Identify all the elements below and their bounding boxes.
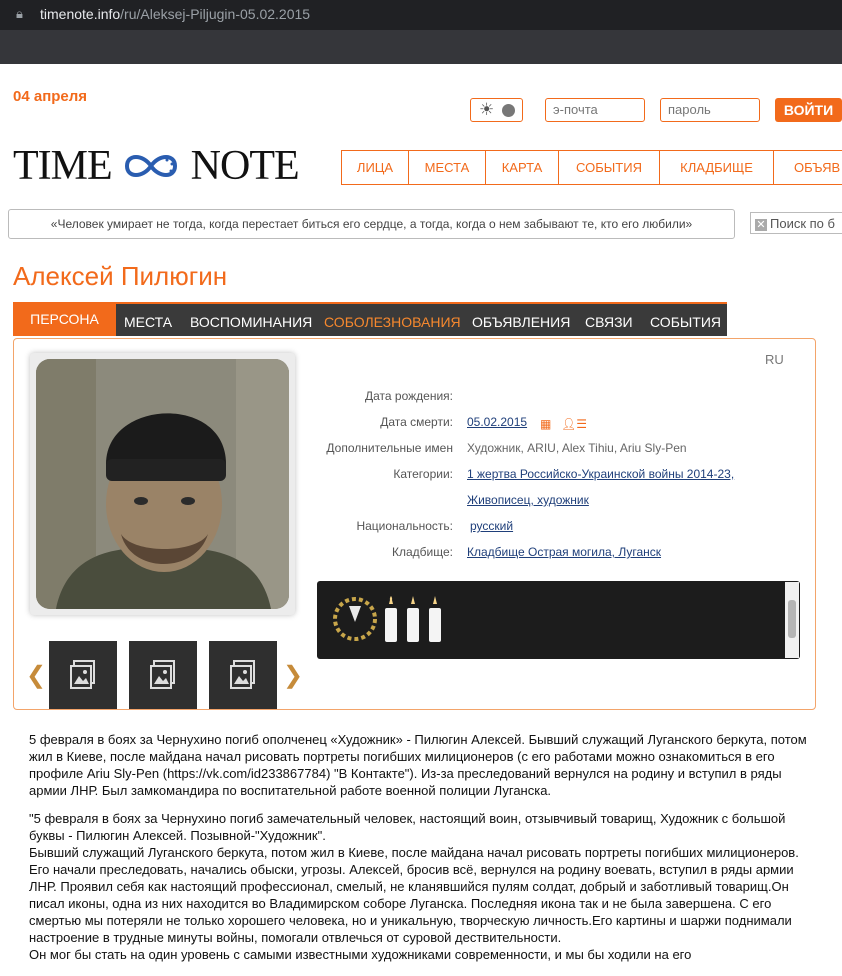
nav-item-places[interactable]: МЕСТА [409, 151, 486, 184]
portrait-drawing [36, 359, 289, 609]
url-text[interactable] [40, 6, 310, 22]
search-placeholder: Поиск по б [770, 216, 835, 231]
tab-condolences[interactable]: СОБОЛЕЗНОВАНИЯ [324, 314, 461, 330]
close-icon[interactable]: ✕ [756, 219, 766, 231]
browser-address-bar[interactable] [0, 0, 842, 30]
nationality-link[interactable]: русский [470, 519, 514, 533]
virtual-candles[interactable] [317, 581, 800, 659]
scrollbar-thumb[interactable] [788, 600, 796, 638]
gallery-thumbnail[interactable] [129, 641, 197, 709]
browser-toolbar-strip [0, 30, 842, 64]
site-logo[interactable] [13, 145, 323, 187]
profile-tabs [13, 302, 727, 336]
cemetery-link[interactable]: Кладбище Острая могила, Луганск [467, 545, 662, 559]
tab-memories[interactable]: ВОСПОМИНАНИЯ [190, 314, 313, 330]
url-host: timenote.info [40, 6, 121, 22]
scrollbar[interactable] [785, 582, 799, 658]
password-field[interactable]: пароль [660, 98, 760, 122]
birth-date-label: Дата рождения: [365, 389, 453, 403]
image-placeholder-icon [70, 660, 96, 690]
image-placeholder-icon [230, 660, 256, 690]
tab-places[interactable]: МЕСТА [124, 314, 173, 330]
tab-events[interactable]: СОБЫТИЯ [650, 314, 721, 330]
tab-announcements[interactable]: ОБЪЯВЛЕНИЯ [472, 314, 571, 330]
moon-icon [502, 104, 515, 117]
bio-paragraph: Он мог бы стать на один уровень с самыми известными художниками современности, и мы бы ходили на его [29, 947, 692, 962]
alt-names-value: Художник, ARIU, Alex Tihiu, Ariu Sly-Pen [467, 441, 687, 455]
gallery-thumbnail[interactable] [49, 641, 117, 709]
calendar-icon[interactable]: ▦ [540, 417, 552, 431]
people-list-icon[interactable]: 👤︎☰ [561, 417, 587, 431]
chevron-right-icon[interactable]: ❯ [283, 662, 304, 689]
nav-item-faces[interactable]: ЛИЦА [342, 151, 409, 184]
current-date: 04 апреля [13, 88, 88, 105]
biography-text [29, 731, 819, 963]
sun-icon: ☀ [479, 100, 495, 119]
language-code[interactable]: RU [765, 352, 784, 367]
categories-label: Категории: [393, 467, 453, 481]
nav-item-cemetery[interactable]: КЛАДБИЩЕ [660, 151, 774, 184]
nationality-label: Национальность: [356, 519, 453, 533]
login-button[interactable]: ВОЙТИ [775, 98, 842, 122]
death-date-label: Дата смерти: [380, 415, 453, 429]
theme-toggle[interactable] [470, 98, 523, 122]
tab-links[interactable]: СВЯЗИ [585, 314, 633, 330]
gallery-thumbnail[interactable] [209, 641, 277, 709]
search-input[interactable] [750, 212, 842, 234]
bio-paragraph: "5 февраля в боях за Чернухино погиб замечательный человек, настоящий воин, отзывчивый товарищ, Художник с большой буквы - Пилюгин Алексей. Позывной-"Художник". [29, 811, 786, 843]
lock-icon: 🔒︎ [16, 6, 23, 21]
page-title: Алексей Пилюгин [13, 261, 228, 291]
nav-item-events[interactable]: СОБЫТИЯ [559, 151, 660, 184]
url-path: /ru/Aleksej-Piljugin-05.02.2015 [120, 6, 311, 22]
image-placeholder-icon [150, 660, 176, 690]
infinity-icon [121, 150, 181, 182]
chevron-left-icon[interactable]: ❮ [26, 662, 47, 689]
portrait-image [36, 359, 289, 609]
bio-paragraph: 5 февраля в боях за Чернухино погиб ополченец «Художник» - Пилюгин Алексей. Бывший служащий Луганского беркута, потом жил в Киеве, после майдана начал рисовать портреты погибших милиционеров (с его работами можно ознакомиться в его профиле Ariu Sly-Pen (https://vk.com/id233867784) "В Контакте"). Из-за преследований вернулся на родину и вступил в ряды армии ЛНР. Был замкомандира по воспитательной работе военной полиции Луганска. [29, 732, 807, 798]
logo-text-right: NOTE [190, 143, 299, 189]
death-date-link[interactable]: 05.02.2015 [467, 415, 528, 429]
cemetery-label: Кладбище: [392, 545, 453, 559]
email-field[interactable]: э-почта [545, 98, 645, 122]
tab-person[interactable]: ПЕРСОНА [13, 304, 116, 336]
nav-item-map[interactable]: КАРТА [486, 151, 559, 184]
logo-text-left: TIME [13, 143, 112, 189]
alt-names-label: Дополнительные имен [326, 441, 453, 455]
bio-paragraph: Бывший служащий Луганского беркута, потом жил в Киеве, после майдана начал рисовать портреты погибших милиционеров. Его начали преследовать, начались обыски, угрозы. Алексей, бросив всё, вернулся на родину воевать, вступил в ряды армии ЛНР. Проявил себя как настоящий профессионал, смелый, не кланявшийся пулям солдат, добрый и заботливый товарищ.Он писал иконы, одна из них находится во Владимирском соборе Луганска. Последняя икона так и не была завершена. С его смертью мы потеряли не только хорошего человека, но и уникальную, творческую личность.Его картины и шаржи поднимали настроение в трудные минуты войны, помогали отвлечься от суровой дествительности. [29, 845, 799, 945]
memorial-quote: «Человек умирает не тогда, когда перестает биться его сердце, а тогда, когда о нем забывают те, кто его любили» [8, 209, 735, 239]
nav-item-ads[interactable]: ОБЪЯВ [794, 160, 841, 175]
category-link[interactable]: 1 жертва Российско-Украинской войны 2014-23, [467, 467, 735, 481]
main-nav [341, 150, 842, 185]
wreath-candles-icon [331, 592, 456, 644]
category-link[interactable]: Живописец, художник [467, 493, 589, 507]
